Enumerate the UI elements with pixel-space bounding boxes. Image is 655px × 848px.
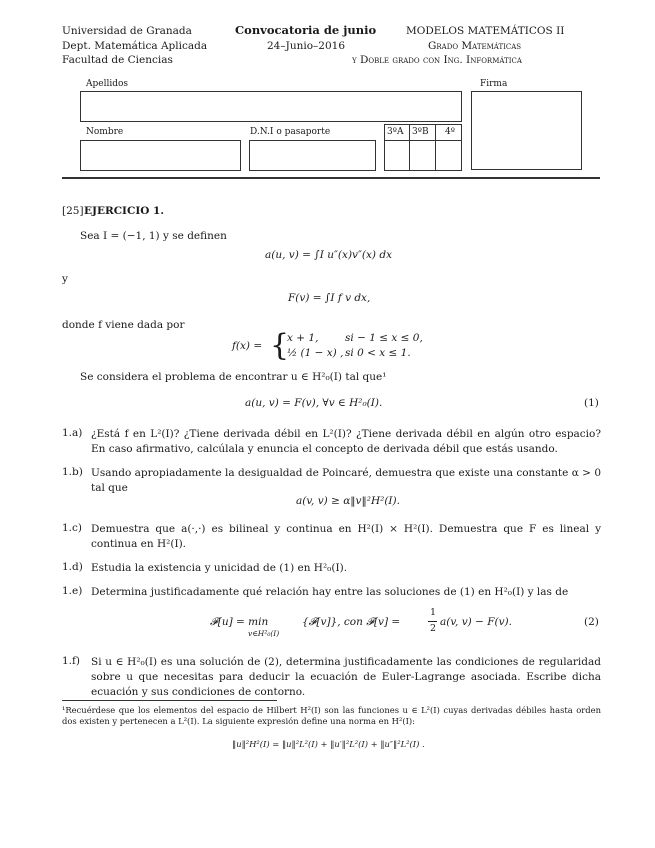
item-1b-text: Usando apropiadamente la desigualdad de Poincaré, demuestra que existe una constante α > 0 tal que bbox=[91, 467, 601, 494]
f-cond2: si 0 < x ≤ 1. bbox=[345, 347, 411, 359]
item-1f-text: Si u ∈ H²₀(I) es una solución de (2), determina justificadamente las condiciones de regularidad sobre u que necesitas para deducir la ecuación de Euler-Lagrange asociada. Escribe dicha ecuación y sus condiciones de contorno. bbox=[91, 656, 601, 698]
firma-label: Firma bbox=[480, 79, 508, 89]
item-1d-text: Estudia la existencia y unicidad de (1) en H²₀(I). bbox=[91, 562, 348, 574]
exercise-title: EJERCICIO 1. bbox=[84, 205, 165, 217]
equation-2-lhs: 𝓕[u] = min bbox=[210, 616, 269, 628]
faculty-name: Facultad de Ciencias bbox=[62, 54, 173, 66]
problem-text: Se considera el problema de encontrar u ∈ H²₀(I) tal que¹ bbox=[80, 371, 387, 383]
item-1a-text: ¿Está f en L²(I)? ¿Tiene derivada débil en L²(I)? ¿Tiene derivada débil en algún otro espacio? En caso afirmativo, calcúlala y enuncia el concepto de derivada débil que estás usando. bbox=[91, 428, 601, 455]
item-1e-tag: 1.e) bbox=[62, 585, 83, 597]
equation-2-frac-bar bbox=[428, 621, 437, 622]
firma-field[interactable] bbox=[471, 91, 582, 170]
and-text: y bbox=[62, 273, 68, 285]
footnote-norm: ‖u‖²H²(I) = ‖u‖²L²(I) + ‖u′‖²L²(I) + ‖u″‖²L²(I) . bbox=[232, 739, 425, 749]
equation-2-mid: {𝓕[v]}, con 𝓕[v] = bbox=[302, 616, 401, 628]
exam-date: 24–Junio–2016 bbox=[267, 40, 345, 52]
dni-label: D.N.I o pasaporte bbox=[250, 127, 331, 137]
f-case2: ½ (1 − x) , bbox=[287, 347, 344, 359]
footnote-rule bbox=[62, 700, 277, 701]
f-cond1: si − 1 ≤ x ≤ 0, bbox=[345, 332, 423, 344]
item-1b-tag: 1.b) bbox=[62, 466, 83, 478]
group-4-checkbox[interactable] bbox=[436, 141, 462, 171]
equation-1-number: (1) bbox=[584, 397, 599, 409]
equation-2-frac-num: 1 bbox=[430, 607, 437, 618]
equation-2-rhs: a(v, v) − F(v). bbox=[440, 616, 512, 628]
nombre-label: Nombre bbox=[86, 127, 124, 137]
inequality-b: a(v, v) ≥ α‖v‖²H²(I). bbox=[296, 495, 400, 507]
group-3a-label: 3ºA bbox=[387, 127, 404, 137]
equation-2-frac-den: 2 bbox=[430, 623, 437, 634]
item-1a-tag: 1.a) bbox=[62, 427, 83, 439]
group-3a-checkbox[interactable] bbox=[384, 141, 409, 171]
degree-name: Grado Matemáticas bbox=[428, 40, 522, 52]
dni-field[interactable] bbox=[249, 140, 376, 171]
university-name: Universidad de Granada bbox=[62, 25, 192, 37]
item-1f-tag: 1.f) bbox=[62, 655, 81, 667]
f-case1: x + 1, bbox=[287, 332, 319, 344]
group-3b-label: 3ºB bbox=[412, 127, 429, 137]
equation-2-number: (2) bbox=[584, 616, 599, 628]
item-1c-tag: 1.c) bbox=[62, 522, 82, 534]
double-degree-name: y Doble grado con Ing. Informática bbox=[352, 54, 522, 66]
f-lhs: f(x) = bbox=[232, 340, 263, 352]
where-f-text: donde f viene dada por bbox=[62, 319, 185, 331]
piecewise-brace: { bbox=[270, 328, 290, 363]
equation-a: a(u, v) = ∫I u″(x)v″(x) dx bbox=[265, 249, 392, 261]
exam-title: Convocatoria de junio bbox=[235, 23, 377, 37]
intro-text: Sea I = (−1, 1) y se definen bbox=[80, 230, 227, 242]
footnote-text: ¹Recuérdese que los elementos del espacio de Hilbert H²(I) son las funciones u ∈ L²(I) cuyas derivadas débiles hasta orden dos existen y pertenecen a L²(I). La siguiente expresión define una norma en H²(I): bbox=[62, 705, 601, 726]
nombre-field[interactable] bbox=[80, 140, 241, 171]
header-rule bbox=[62, 177, 600, 179]
equation-2-sub: v∈H²₀(I) bbox=[248, 629, 280, 638]
apellidos-label: Apellidos bbox=[86, 79, 129, 89]
group-3b-checkbox[interactable] bbox=[410, 141, 435, 171]
exercise-points: [25] bbox=[62, 205, 84, 217]
item-1e-text: Determina justificadamente qué relación hay entre las soluciones de (1) en H²₀(I) y las de bbox=[91, 586, 569, 598]
equation-F: F(v) = ∫I f v dx, bbox=[288, 292, 371, 304]
equation-1: a(u, v) = F(v), ∀v ∈ H²₀(I). bbox=[245, 397, 383, 409]
item-1c-text: Demuestra que a(·,·) es bilineal y continua en H²(I) × H²(I). Demuestra que F es lineal y continua en H²(I). bbox=[91, 523, 601, 550]
apellidos-field[interactable] bbox=[80, 91, 462, 122]
item-1d-tag: 1.d) bbox=[62, 561, 83, 573]
course-name: MODELOS MATEMÁTICOS II bbox=[406, 25, 565, 37]
group-4-label: 4º bbox=[445, 127, 455, 137]
department-name: Dept. Matemática Aplicada bbox=[62, 40, 208, 52]
